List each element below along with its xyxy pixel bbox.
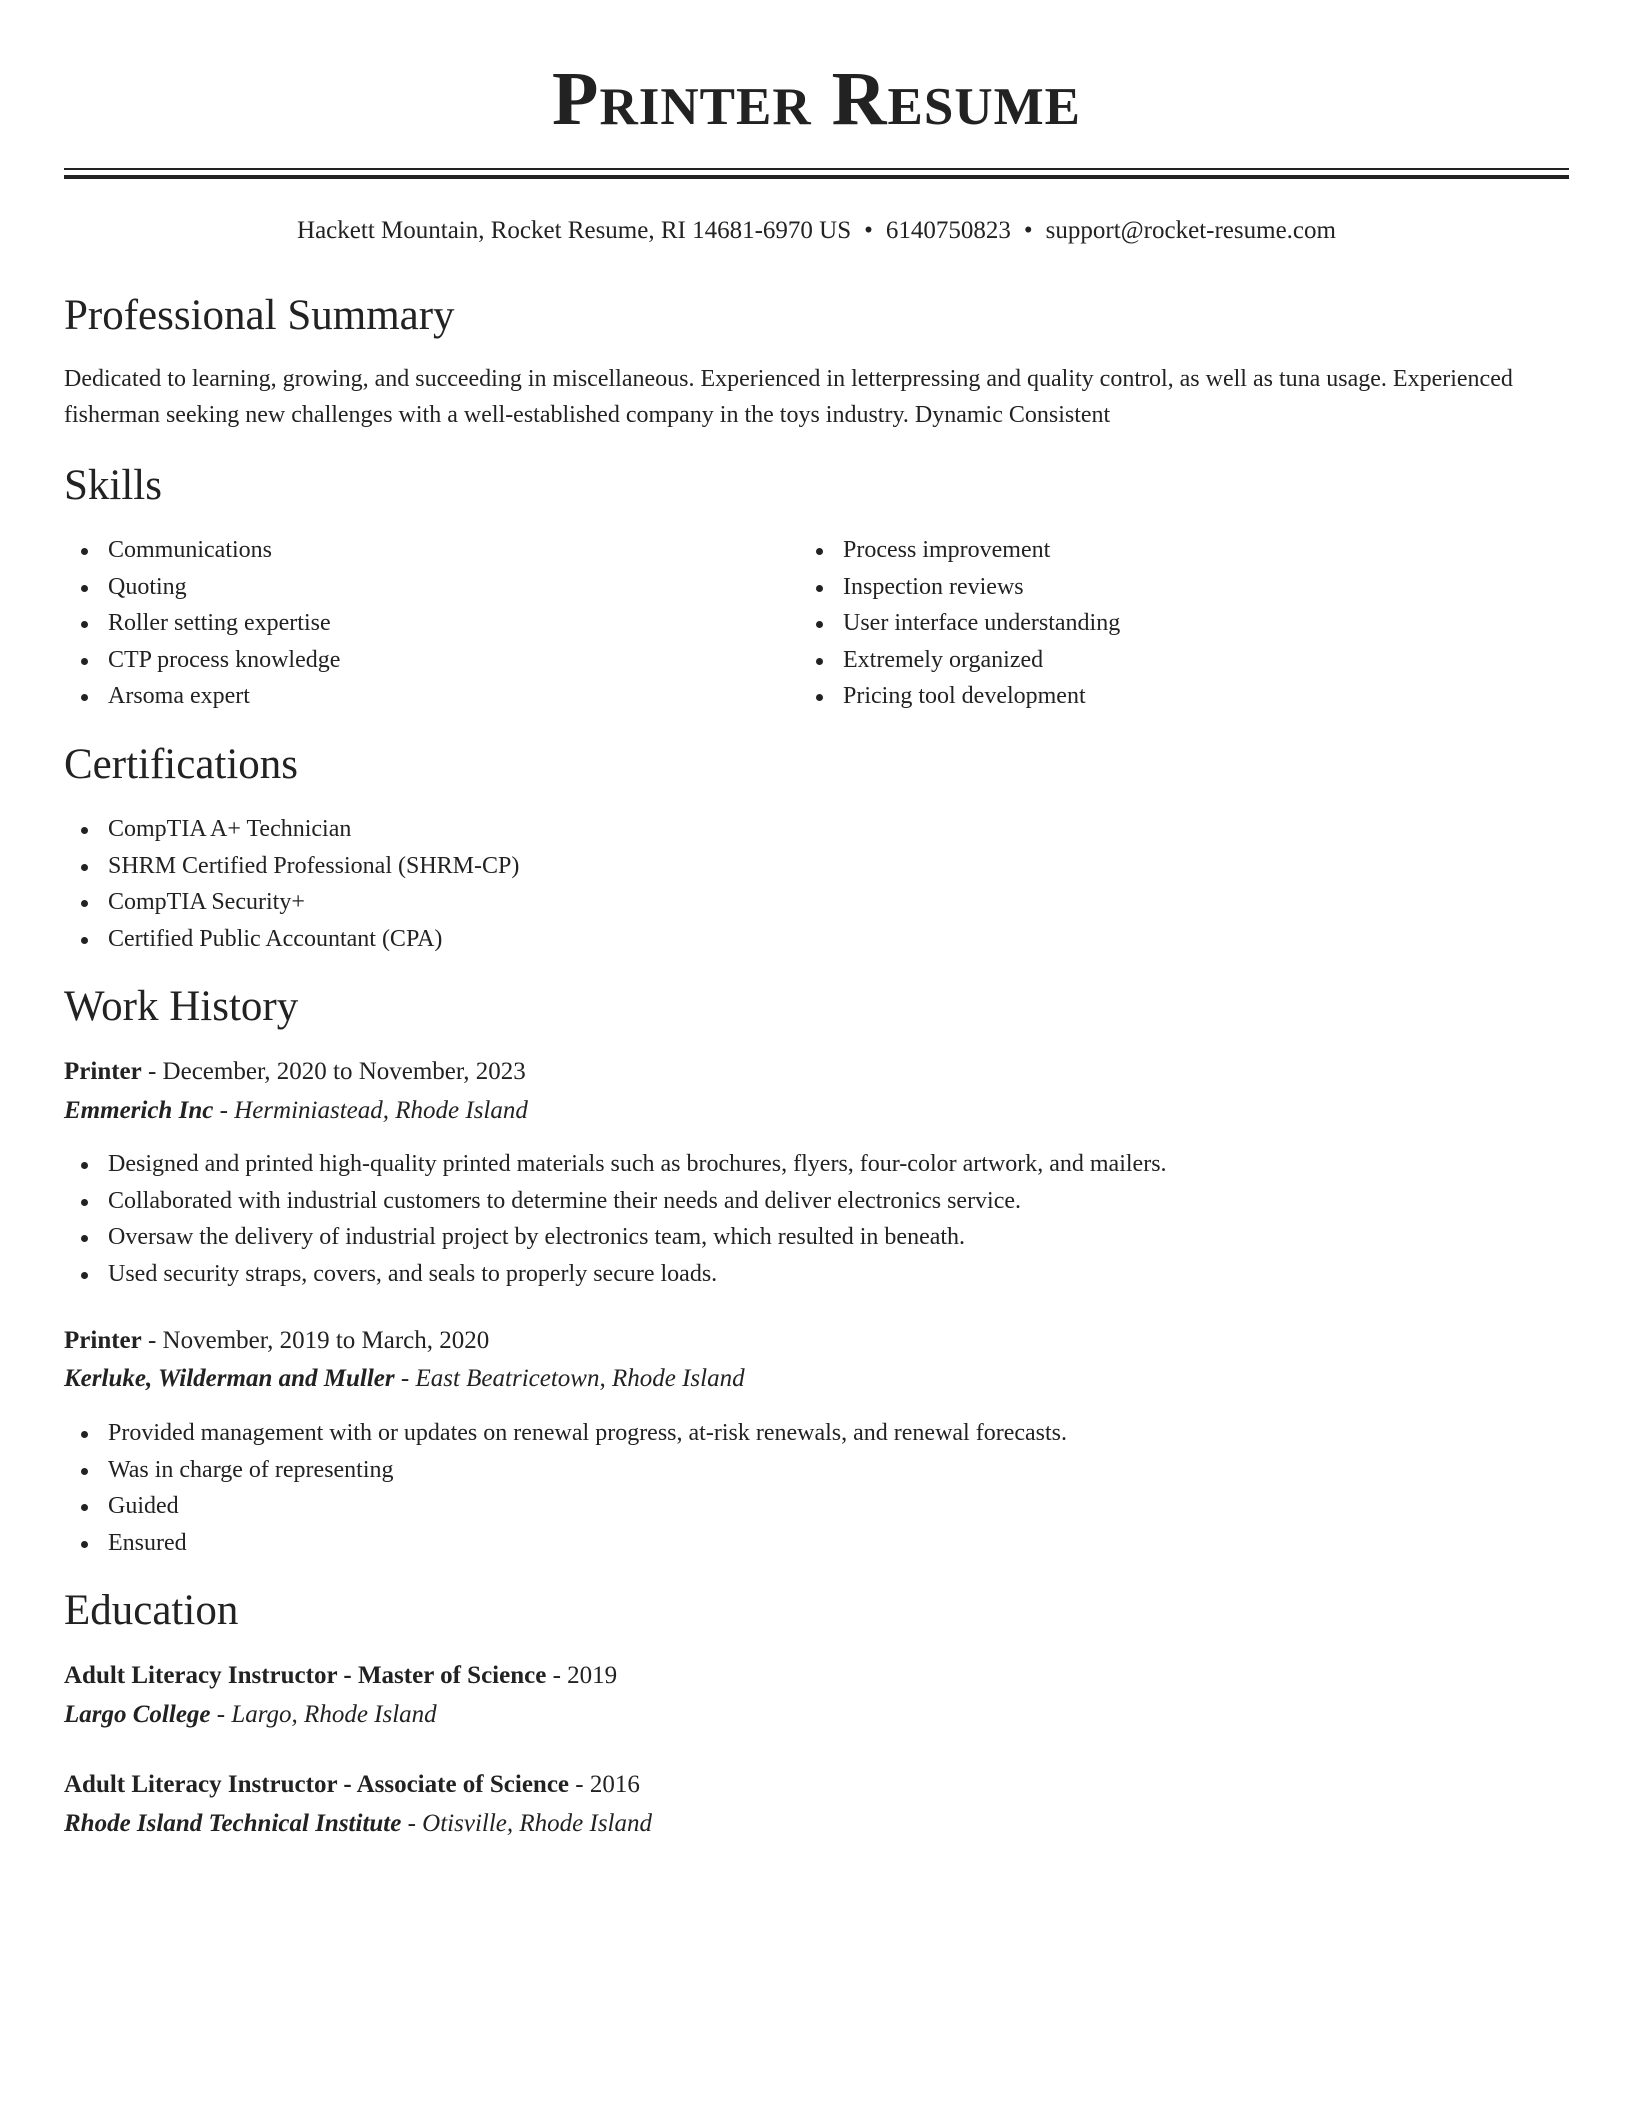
job-employer-line xyxy=(64,1093,528,1129)
skill-item: Quoting xyxy=(64,569,340,606)
job-title-line xyxy=(64,1054,526,1090)
job-title-line xyxy=(64,1323,489,1359)
job-duty-item: Oversaw the delivery of industrial project by electronics team, which resulted in beneath. xyxy=(64,1219,1167,1256)
job-duties-list xyxy=(64,1146,1167,1292)
title-divider-thin xyxy=(64,168,1569,170)
job-duty-item: Was in charge of representing xyxy=(64,1452,1067,1489)
contact-email: support@rocket-resume.com xyxy=(1045,217,1336,244)
skills-list-right xyxy=(799,532,1120,715)
summary-text: Dedicated to learning, growing, and succeeding in miscellaneous. Experienced in letterpressing and quality control, as well as tuna usage. Experienced fisherman seeking new challenges with a well-established company in the toys industry. Dynamic Consistent xyxy=(64,366,1513,428)
job-employer-line xyxy=(64,1361,745,1397)
section-title-education: Education xyxy=(64,1587,239,1634)
skill-item: Communications xyxy=(64,532,340,569)
education-location: - Otisville, Rhode Island xyxy=(401,1810,652,1837)
skill-item: Extremely organized xyxy=(799,642,1120,679)
job-duties-list xyxy=(64,1415,1067,1561)
resume-title: Printer Resume xyxy=(552,57,1081,141)
education-degree: Adult Literacy Instructor - Associate of Science xyxy=(64,1771,570,1798)
job-duty-item: Collaborated with industrial customers to determine their needs and deliver electronics service. xyxy=(64,1183,1167,1220)
contact-separator: • xyxy=(1023,217,1033,244)
education-degree: Adult Literacy Instructor - Master of Science xyxy=(64,1662,547,1689)
skill-item: Arsoma expert xyxy=(64,678,340,715)
section-title-summary: Professional Summary xyxy=(64,292,455,339)
job-dates: - November, 2019 to March, 2020 xyxy=(141,1327,490,1354)
title-divider-thick xyxy=(64,175,1569,179)
education-school-line xyxy=(64,1697,437,1733)
education-school-line xyxy=(64,1806,652,1842)
skill-item: Process improvement xyxy=(799,532,1120,569)
contact-separator: • xyxy=(864,217,873,244)
education-location: - Largo, Rhode Island xyxy=(210,1701,437,1728)
section-title-skills: Skills xyxy=(64,462,162,509)
skill-item: Inspection reviews xyxy=(799,569,1120,606)
certification-item: SHRM Certified Professional (SHRM-CP) xyxy=(64,848,519,885)
contact-address: Hackett Mountain, Rocket Resume, RI 14681-6970 US xyxy=(297,217,852,244)
job-duty-item: Designed and printed high-quality printed materials such as brochures, flyers, four-color artwork, and mailers. xyxy=(64,1146,1167,1183)
job-location: - Herminiastead, Rhode Island xyxy=(213,1097,528,1124)
job-dates: - December, 2020 to November, 2023 xyxy=(141,1058,526,1085)
education-year: - 2019 xyxy=(546,1662,618,1689)
education-school: Rhode Island Technical Institute xyxy=(64,1810,402,1837)
certification-item: Certified Public Accountant (CPA) xyxy=(64,921,519,958)
skill-item: Pricing tool development xyxy=(799,678,1120,715)
skill-item: CTP process knowledge xyxy=(64,642,340,679)
education-school: Largo College xyxy=(64,1701,211,1728)
certifications-list xyxy=(64,811,519,957)
job-duty-item: Ensured xyxy=(64,1525,1067,1562)
certification-item: CompTIA A+ Technician xyxy=(64,811,519,848)
skills-list-left xyxy=(64,532,340,715)
job-role: Printer xyxy=(64,1058,142,1085)
job-employer: Kerluke, Wilderman and Muller xyxy=(64,1365,395,1392)
skill-item: Roller setting expertise xyxy=(64,605,340,642)
job-employer: Emmerich Inc xyxy=(64,1097,214,1124)
job-duty-item: Provided management with or updates on renewal progress, at-risk renewals, and renewal forecasts. xyxy=(64,1415,1067,1452)
job-location: - East Beatricetown, Rhode Island xyxy=(394,1365,745,1392)
contact-phone: 6140750823 xyxy=(885,217,1011,244)
education-degree-line xyxy=(64,1658,617,1694)
job-role: Printer xyxy=(64,1327,142,1354)
job-duty-item: Guided xyxy=(64,1488,1067,1525)
education-year: - 2016 xyxy=(569,1771,640,1798)
skill-item: User interface understanding xyxy=(799,605,1120,642)
contact-line xyxy=(64,214,1569,248)
education-degree-line xyxy=(64,1767,640,1803)
section-title-work-history: Work History xyxy=(64,983,299,1030)
section-title-certifications: Certifications xyxy=(64,741,299,788)
job-duty-item: Used security straps, covers, and seals to properly secure loads. xyxy=(64,1256,1167,1293)
certification-item: CompTIA Security+ xyxy=(64,884,519,921)
